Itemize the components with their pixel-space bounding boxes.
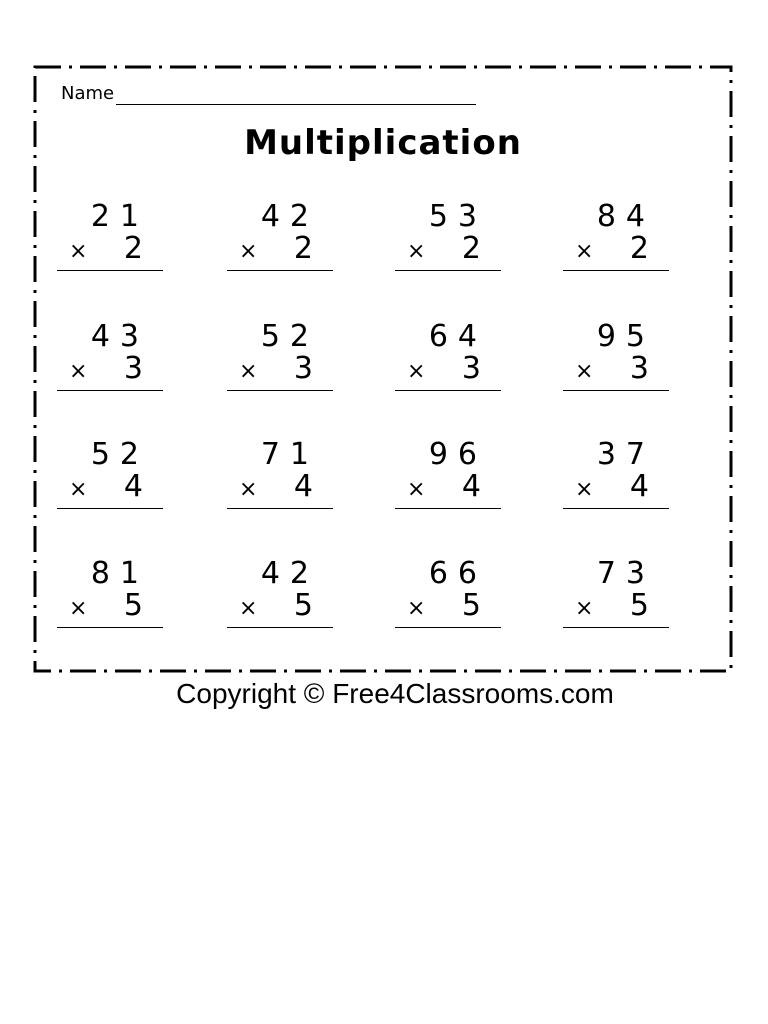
multiplicand: 71	[260, 437, 319, 472]
multiplicand: 64	[428, 319, 487, 354]
multiplier: 2	[461, 231, 481, 266]
times-sign: ×	[407, 359, 426, 384]
multiplier: 5	[293, 588, 313, 623]
multiplication-problem	[393, 438, 501, 508]
times-sign: ×	[239, 359, 258, 384]
multiplicand: 95	[596, 319, 655, 354]
worksheet	[33, 65, 733, 673]
multiplicand: 21	[90, 199, 149, 234]
multiplication-problem	[393, 557, 501, 627]
answer-line	[227, 270, 333, 271]
times-sign: ×	[69, 596, 88, 621]
times-sign: ×	[239, 477, 258, 502]
multiplier: 2	[123, 231, 143, 266]
multiplication-problem	[561, 320, 669, 390]
name-label: Name	[61, 83, 115, 104]
multiplier: 3	[123, 351, 143, 386]
times-sign: ×	[407, 477, 426, 502]
name-field[interactable]	[61, 83, 476, 105]
multiplication-problem	[561, 438, 669, 508]
answer-line	[563, 627, 669, 628]
answer-line	[227, 508, 333, 509]
times-sign: ×	[575, 239, 594, 264]
times-sign: ×	[407, 596, 426, 621]
multiplier: 5	[629, 588, 649, 623]
answer-line	[57, 270, 163, 271]
multiplication-problem	[55, 320, 163, 390]
name-blank-line[interactable]	[116, 86, 476, 105]
multiplication-problem	[55, 557, 163, 627]
multiplier: 3	[293, 351, 313, 386]
times-sign: ×	[575, 596, 594, 621]
multiplier: 3	[629, 351, 649, 386]
answer-line	[395, 390, 501, 391]
multiplication-problem	[393, 200, 501, 270]
answer-line	[395, 508, 501, 509]
multiplicand: 52	[260, 319, 319, 354]
times-sign: ×	[239, 239, 258, 264]
answer-line	[395, 270, 501, 271]
answer-line	[563, 270, 669, 271]
answer-line	[563, 390, 669, 391]
multiplicand: 81	[90, 556, 149, 591]
multiplicand: 37	[596, 437, 655, 472]
multiplier: 4	[123, 469, 143, 504]
multiplication-problem	[561, 557, 669, 627]
answer-line	[227, 627, 333, 628]
multiplication-problem	[55, 438, 163, 508]
multiplicand: 73	[596, 556, 655, 591]
answer-line	[227, 390, 333, 391]
multiplier: 2	[629, 231, 649, 266]
multiplicand: 43	[90, 319, 149, 354]
multiplication-problem	[561, 200, 669, 270]
times-sign: ×	[69, 359, 88, 384]
multiplication-problem	[225, 557, 333, 627]
answer-line	[395, 627, 501, 628]
multiplication-problem	[55, 200, 163, 270]
multiplication-problem	[393, 320, 501, 390]
multiplier: 4	[461, 469, 481, 504]
multiplicand: 53	[428, 199, 487, 234]
multiplier: 4	[629, 469, 649, 504]
multiplicand: 42	[260, 556, 319, 591]
multiplication-problem	[225, 200, 333, 270]
multiplier: 3	[461, 351, 481, 386]
multiplicand: 96	[428, 437, 487, 472]
multiplicand: 66	[428, 556, 487, 591]
answer-line	[57, 390, 163, 391]
times-sign: ×	[239, 596, 258, 621]
multiplier: 5	[461, 588, 481, 623]
answer-line	[57, 508, 163, 509]
times-sign: ×	[407, 239, 426, 264]
multiplier: 2	[293, 231, 313, 266]
times-sign: ×	[69, 477, 88, 502]
answer-line	[57, 627, 163, 628]
multiplicand: 52	[90, 437, 149, 472]
multiplication-problem	[225, 438, 333, 508]
multiplication-problem	[225, 320, 333, 390]
multiplier: 5	[123, 588, 143, 623]
multiplicand: 42	[260, 199, 319, 234]
answer-line	[563, 508, 669, 509]
multiplier: 4	[293, 469, 313, 504]
multiplicand: 84	[596, 199, 655, 234]
times-sign: ×	[575, 359, 594, 384]
copyright-notice: Copyright © Free4Classrooms.com	[176, 678, 614, 709]
times-sign: ×	[69, 239, 88, 264]
worksheet-title: Multiplication	[244, 123, 522, 163]
times-sign: ×	[575, 477, 594, 502]
